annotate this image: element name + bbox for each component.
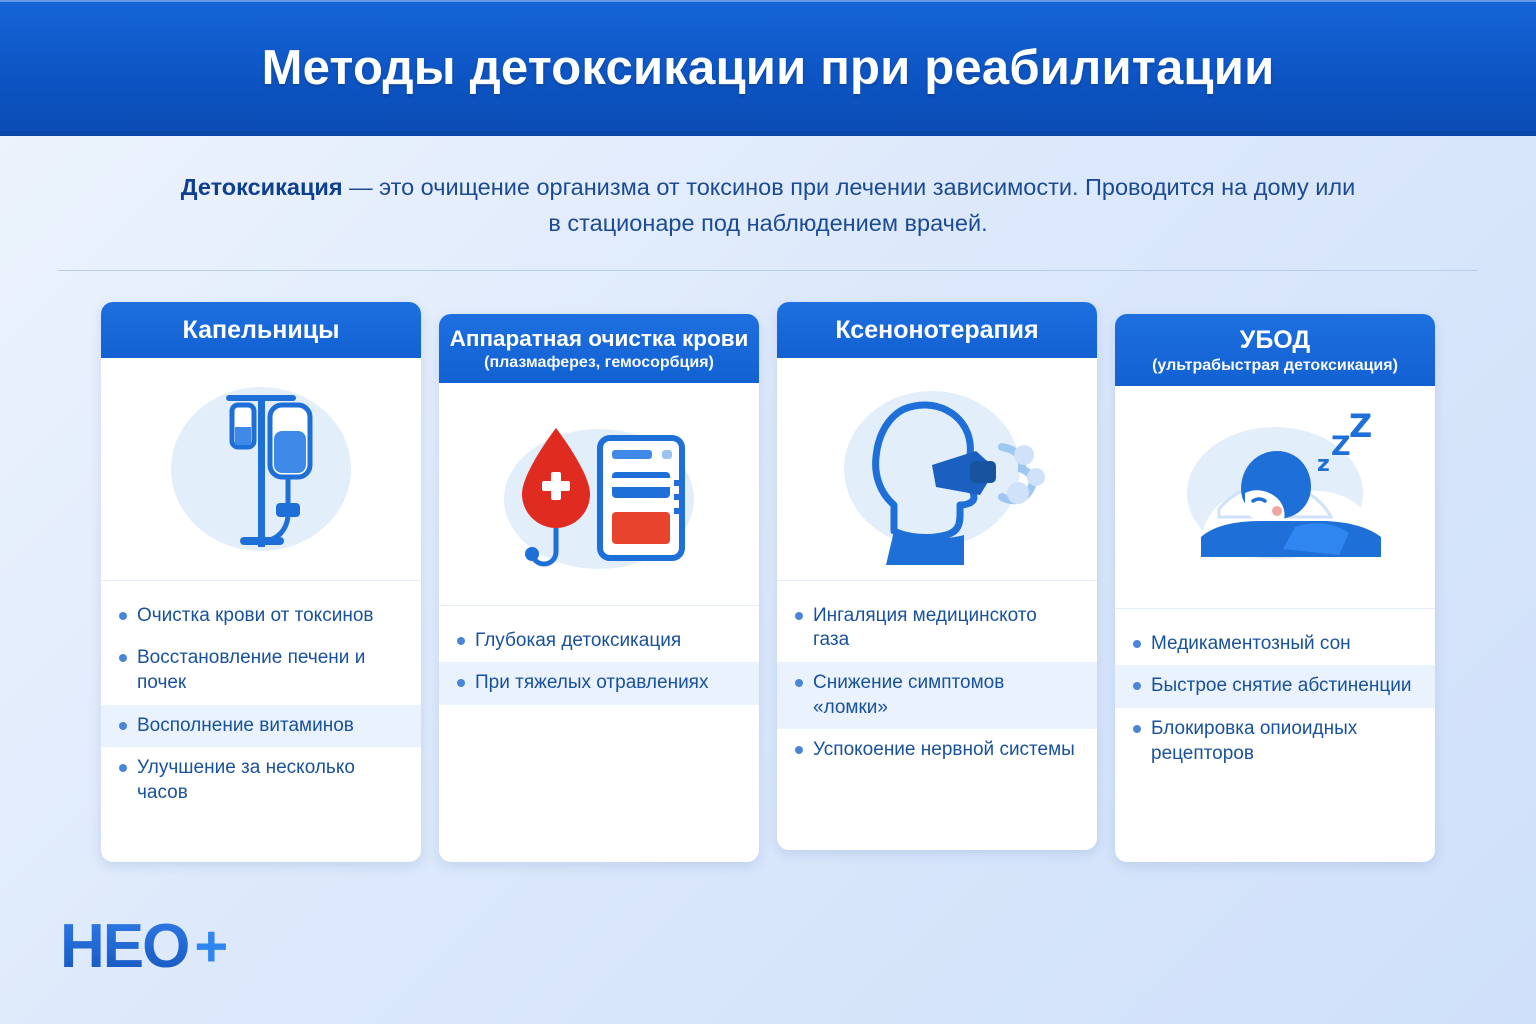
list-item-label: Блокировка опиоидных рецепторов <box>1151 717 1358 764</box>
svg-text:z: z <box>1317 451 1330 477</box>
card-xenon-benefits <box>777 581 1097 850</box>
card-xenon[interactable] <box>777 302 1097 850</box>
card-xenon-header <box>777 302 1097 358</box>
sleeping-patient-icon <box>1115 386 1435 609</box>
bullet-icon <box>795 612 803 620</box>
page-header <box>0 0 1536 136</box>
list-item-label: Улучшение за несколько часов <box>137 757 355 804</box>
bullet-icon <box>119 722 127 730</box>
inhalation-mask-icon <box>777 358 1097 581</box>
list-item-label: Глубокая детоксикация <box>475 629 682 651</box>
card-ubod-header <box>1115 314 1435 386</box>
bullet-icon <box>119 654 127 662</box>
card-apparatus-header <box>439 314 759 383</box>
list-item <box>1115 708 1435 775</box>
iv-drip-icon <box>101 358 421 581</box>
card-apparatus-subtitle: (плазмаферез, гемосорбция) <box>484 353 714 371</box>
bullet-icon <box>795 746 803 754</box>
svg-text:Z: Z <box>1331 430 1351 462</box>
card-apparatus-title: Аппаратная очистка крови <box>449 325 749 351</box>
card-drip-title: Капельницы <box>182 315 340 344</box>
svg-text:Z: Z <box>1349 406 1373 445</box>
list-item <box>439 662 759 705</box>
section-divider <box>58 270 1478 271</box>
list-item-label: Восполнение витаминов <box>137 714 354 736</box>
intro-lead-word: Детоксикация <box>180 174 343 200</box>
intro-rest-text: — это очищение организма от токсинов при лечении зависимости. Проводится на дому или в стационаре под наблюдением врачей. <box>342 174 1356 237</box>
brand-logo <box>60 912 229 981</box>
list-item <box>439 620 759 663</box>
list-item <box>101 705 421 748</box>
list-item-label: Быстрое снятие абстиненции <box>1151 675 1412 697</box>
method-cards <box>0 302 1536 862</box>
brand-logo-text: HEO <box>60 912 189 981</box>
card-ubod[interactable] <box>1115 314 1435 862</box>
list-item-label: Ингаляция медицинското газа <box>813 604 1037 651</box>
list-item-label: Медикаментозный сон <box>1151 632 1351 654</box>
blood-apparatus-icon <box>439 383 759 606</box>
list-item <box>777 595 1097 662</box>
bullet-icon <box>1133 725 1141 733</box>
page-title: Методы детоксикации при реабилитации <box>261 41 1275 95</box>
list-item <box>101 637 421 704</box>
list-item-label: Восстановление печени и почек <box>137 647 366 693</box>
card-apparatus-benefits <box>439 606 759 862</box>
list-item <box>1115 623 1435 666</box>
list-item <box>777 662 1097 729</box>
brand-logo-plus-icon: + <box>194 914 229 979</box>
list-item-label: Снижение симптомов «ломки» <box>813 671 1005 718</box>
card-drip-header <box>101 302 421 358</box>
bullet-icon <box>457 679 465 687</box>
card-xenon-title: Ксенонотерапия <box>835 315 1039 344</box>
list-item-label: Успокоение нервной системы <box>813 739 1075 761</box>
list-item <box>777 729 1097 772</box>
card-ubod-subtitle: (ультрабыстрая детоксикация) <box>1152 356 1398 374</box>
card-apparatus[interactable] <box>439 314 759 862</box>
bullet-icon <box>457 637 465 645</box>
card-ubod-title: УБОД <box>1239 325 1311 354</box>
bullet-icon <box>119 612 127 620</box>
card-drip-benefits <box>101 581 421 862</box>
list-item <box>101 595 421 638</box>
bullet-icon <box>1133 682 1141 690</box>
intro-paragraph <box>178 169 1358 242</box>
list-item-label: Очистка крови от токсинов <box>137 604 374 626</box>
card-drip[interactable] <box>101 302 421 862</box>
bullet-icon <box>119 764 127 772</box>
list-item <box>1115 665 1435 708</box>
card-ubod-benefits <box>1115 609 1435 862</box>
bullet-icon <box>1133 640 1141 648</box>
bullet-icon <box>795 679 803 687</box>
list-item-label: При тяжелых отравлениях <box>475 672 709 694</box>
list-item <box>101 747 421 814</box>
